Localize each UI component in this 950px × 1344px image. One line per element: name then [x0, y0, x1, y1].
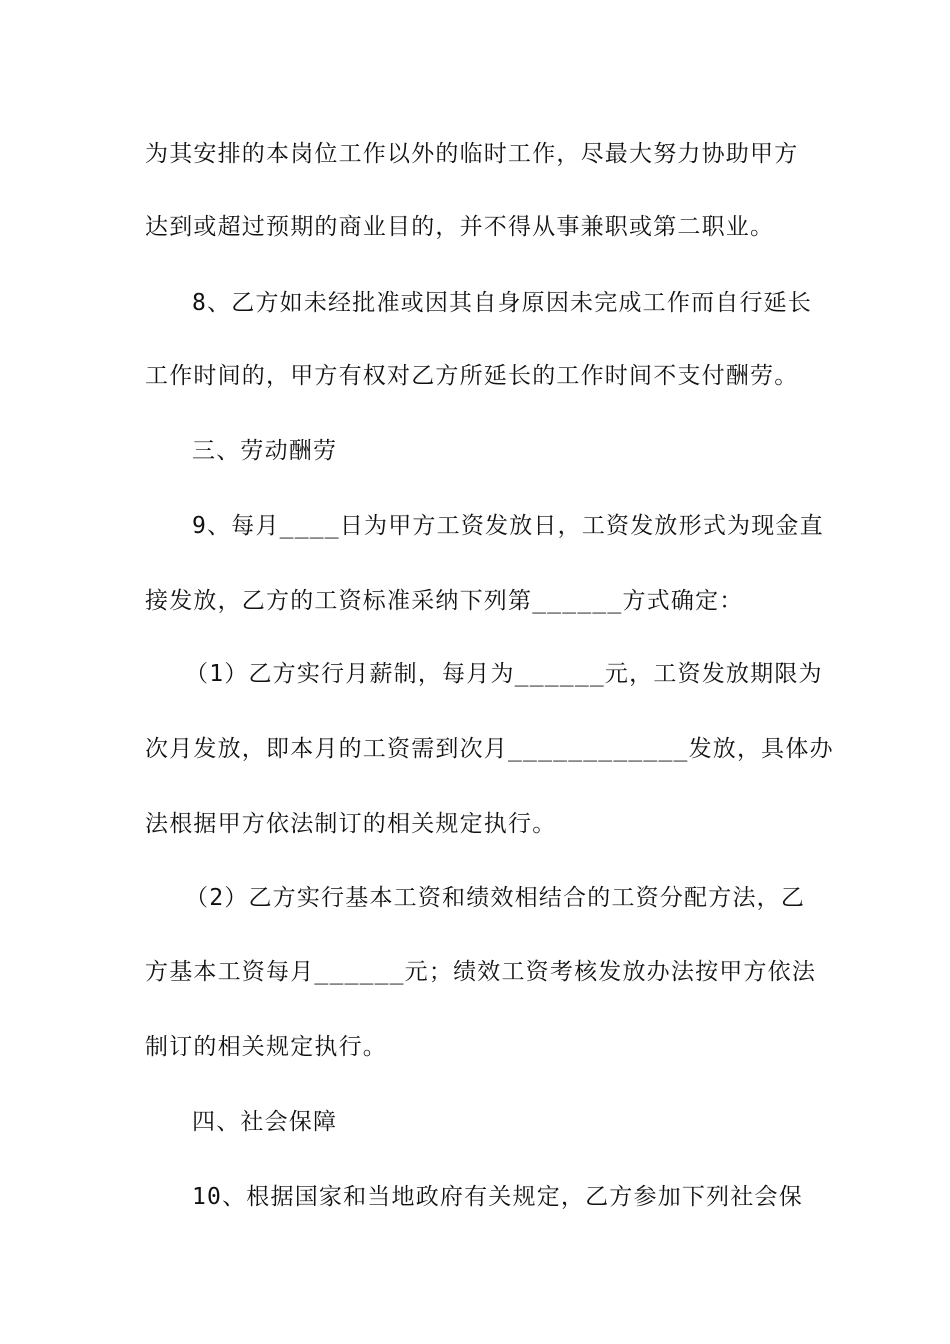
text-line: 制订的相关规定执行。 [145, 1034, 387, 1060]
text-line: 为其安排的本岗位工作以外的临时工作，尽最大努力协助甲方 [145, 141, 799, 167]
section-heading-social-security: 四、社会保障 [192, 1109, 338, 1135]
section-heading-labor-pay: 三、劳动酬劳 [192, 438, 338, 464]
text-line: 次月发放，即本月的工资需到次月____________发放，具体办 [145, 736, 834, 762]
clause-8-line: 8、乙方如未经批准或因其自身原因未完成工作而自行延长 [192, 290, 813, 316]
clause-9-line: 9、每月____日为甲方工资发放日，工资发放形式为现金直 [192, 513, 824, 539]
text-line: 法根据甲方依法制订的相关规定执行。 [145, 811, 557, 837]
text-line: 接发放，乙方的工资标准采纳下列第______方式确定： [145, 588, 744, 614]
text-line: 达到或超过预期的商业目的，并不得从事兼职或第二职业。 [145, 214, 775, 240]
text-line: 方基本工资每月______元；绩效工资考核发放办法按甲方依法 [145, 959, 817, 985]
text-line: 工作时间的，甲方有权对乙方所延长的工作时间不支付酬劳。 [145, 363, 799, 389]
item-2-line: （2）乙方实行基本工资和绩效相结合的工资分配方法，乙 [185, 885, 806, 911]
item-1-line: （1）乙方实行月薪制，每月为______元，工资发放期限为 [185, 661, 823, 687]
clause-10-line: 10、根据国家和当地政府有关规定，乙方参加下列社会保 [192, 1184, 803, 1210]
